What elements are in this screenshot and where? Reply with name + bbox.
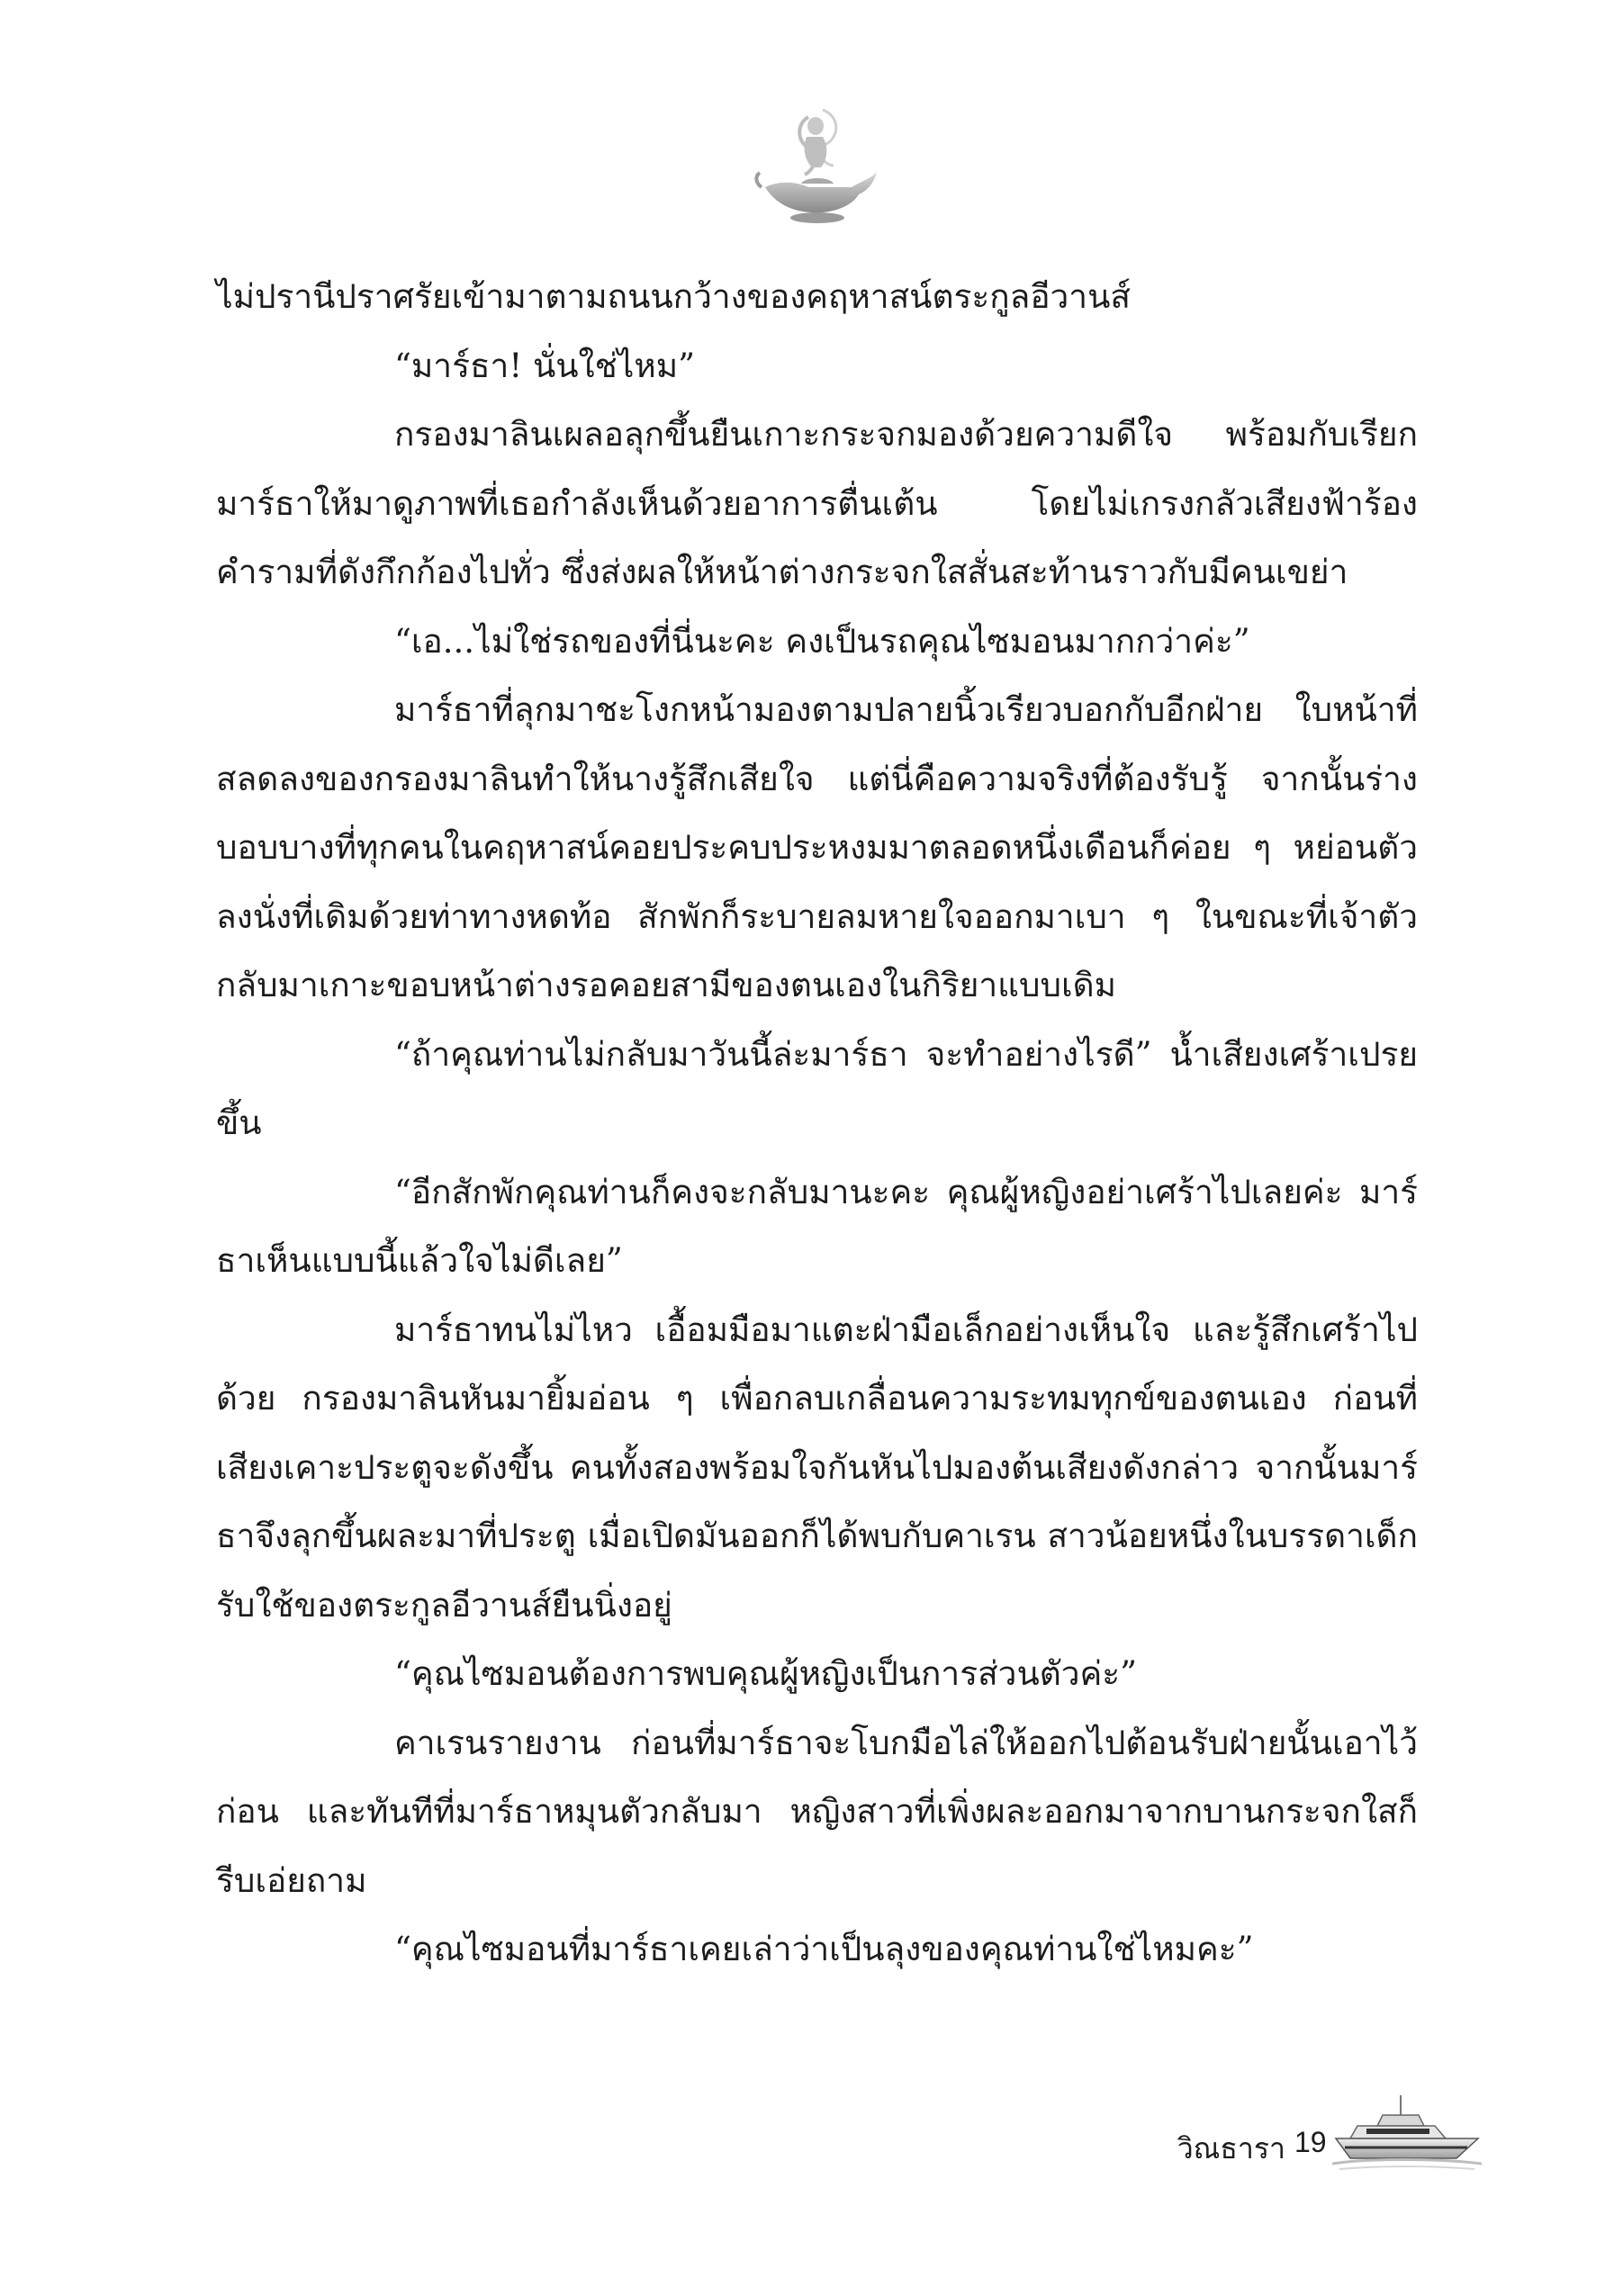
paragraph: “คุณไซมอนต้องการพบคุณผู้หญิงเป็นการส่วนตัวค่ะ” [394, 1654, 1138, 1693]
chapter-body-text [216, 263, 1418, 1985]
paragraph: ไม่ปรานีปราศรัยเข้ามาตามถนนกว้างของคฤหาสน์ตระกูลอีวานส์ [216, 277, 1131, 316]
paragraph: “มาร์ธา! นั่นใช่ไหม” [394, 346, 696, 385]
paragraph: มาร์ธาทนไม่ไหว เอื้อมมือมาแตะฝ่ามือเล็กอย่างเห็นใจ และรู้สึกเศร้าไปด้วย กรองมาลินหันมายิ้มอ่อน ๆ เพื่อกลบเกลื่อนความระทมทุกข์ของตนเอง ก่อนที่เสียงเคาะประตูจะดังขึ้น คนทั้งสองพร้อมใจกันหันไปมองต้นเสียงดังกล่าว จากนั้นมาร์ธาจึงลุกขึ้นผละมาที่ประตู เมื่อเปิดมันออกก็ได้พบกับคาเรน สาวน้อยหนึ่งในบรรดาเด็กรับใช้ของตระกูลอีวานส์ยืนนิ่งอยู่ [216, 1310, 1418, 1625]
paragraph: คาเรนรายงาน ก่อนที่มาร์ธาจะโบกมือไล่ให้ออกไปต้อนรับฝ่ายนั้นเอาไว้ก่อน และทันทีที่มาร์ธาหมุนตัวกลับมา หญิงสาวที่เพิ่งผละออกมาจากบานกระจกใสก็รีบเอ่ยถาม [216, 1723, 1418, 1900]
page-number: 19 [1294, 2126, 1327, 2158]
paragraph: มาร์ธาที่ลุกมาชะโงกหน้ามองตามปลายนิ้วเรียวบอกกับอีกฝ่าย ใบหน้าที่สลดลงของกรองมาลินทำให้นางรู้สึกเสียใจ แต่นี่คือความจริงที่ต้องรับรู้ จากนั้นร่างบอบบางที่ทุกคนในคฤหาสน์คอยประคบประหงมมาตลอดหนึ่งเดือนก็ค่อย ๆ หย่อนตัวลงนั่งที่เดิมด้วยท่าทางหดท้อ สักพักก็ระบายลมหายใจออกมาเบา ๆ ในขณะที่เจ้าตัวกลับมาเกาะขอบหน้าต่างรอคอยสามีของตนเองในกิริยาแบบเดิม [216, 690, 1418, 1004]
paragraph: “อีกสักพักคุณท่านก็คงจะกลับมานะคะ คุณผู้หญิงอย่าเศร้าไปเลยค่ะ มาร์ธาเห็นแบบนี้แล้วใจไม่ดีเลย” [216, 1172, 1418, 1280]
genie-lamp-icon [753, 101, 879, 236]
paragraph: กรองมาลินเผลอลุกขึ้นยืนเกาะกระจกมองด้วยความดีใจ พร้อมกับเรียกมาร์ธาให้มาดูภาพที่เธอกำลังเห็นด้วยอาการตื่นเต้น โดยไม่เกรงกลัวเสียงฟ้าร้องคำรามที่ดังกึกก้องไปทั่ว ซึ่งส่งผลให้หน้าต่างกระจกใสสั่นสะท้านราวกับมีคนเขย่า [216, 415, 1418, 591]
paragraph: “เอ...ไม่ใช่รถของที่นี่นะคะ คงเป็นรถคุณไซมอนมากกว่าค่ะ” [394, 621, 1250, 661]
paragraph: “คุณไซมอนที่มาร์ธาเคยเล่าว่าเป็นลุงของคุณท่านใช่ไหมคะ” [394, 1930, 1254, 1968]
yacht-icon [1330, 2092, 1483, 2173]
paragraph: “ถ้าคุณท่านไม่กลับมาวันนี้ล่ะมาร์ธา จะทำอย่างไรดี” น้ำเสียงเศร้าเปรยขึ้น [216, 1034, 1418, 1142]
footer-book-title: วิณธารา [1177, 2132, 1285, 2165]
